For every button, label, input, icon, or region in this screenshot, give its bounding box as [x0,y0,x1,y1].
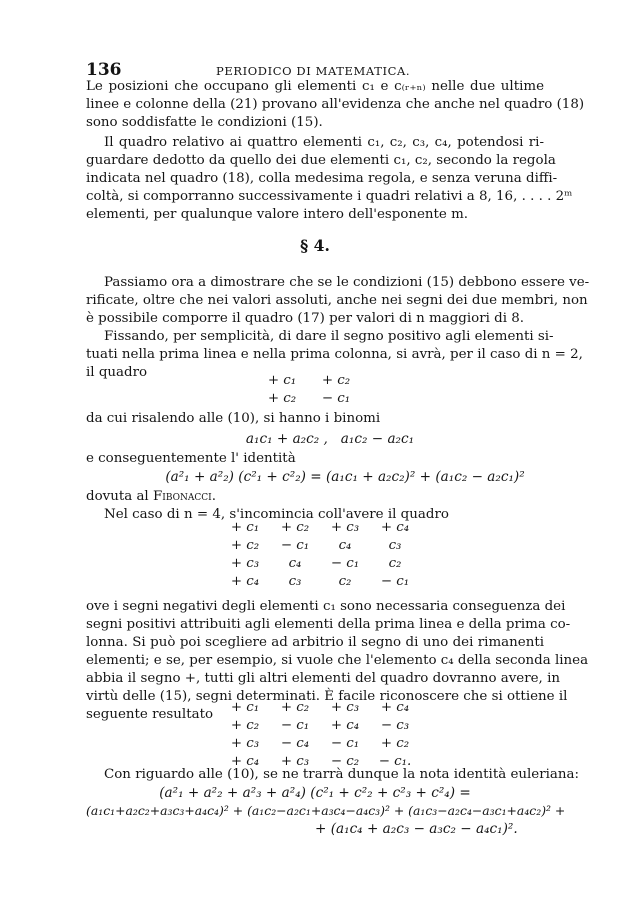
matrix-cell: + c₃ [230,736,260,751]
text-line: guardare dedotto da quello dei due elementi c₁, c₂, secondo la regola [86,153,556,168]
matrix-cell: − c₁ [321,391,351,406]
matrix-cell: + c₂ [321,373,351,388]
matrix-cell: + c₂ [280,700,310,715]
matrix-cell: c₃ [288,574,302,589]
matrix-cell: c₃ [388,538,402,553]
text-line: indicata nel quadro (18), colla medesima regola, e senza veruna diffi- [86,171,558,186]
text-line: Nel caso di n = 4, s'incomincia coll'avere il quadro [104,507,449,522]
matrix-cell: + c₃ [330,520,360,535]
text-line: Le posizioni che occupano gli elementi c₁ e c₍ᵣ₊ₙ₎ nelle due ultime [86,79,544,94]
matrix-cell: c₂ [338,574,352,589]
matrix-cell: − c₁ [280,718,310,733]
matrix-cell: + c₁ [230,700,260,715]
matrix-n4-a [220,520,420,596]
matrix-cell: − c₁ [280,538,310,553]
text-line: coltà, si comporranno successivamente i quadri relativi a 8, 16, . . . . 2ᵐ [86,189,573,204]
matrix-cell: c₄ [338,538,352,553]
matrix-cell: + c₄ [330,718,360,733]
text-line: è possibile comporre il quadro (17) per valori di n maggiori di 8. [86,311,525,326]
matrix-n4-b [220,700,420,776]
matrix-n2 [255,373,375,413]
matrix-cell: + c₄ [230,574,260,589]
euler-identity-line1: (a²₁ + a²₂ + a²₃ + a²₄) (c²₁ + c²₂ + c²₃ + c²₄) = [159,785,471,801]
text-line [86,488,216,506]
matrix-cell: + c₁ [267,373,297,388]
text-line: abbia il segno +, tutti gli altri elementi del quadro dovranno avere, in [86,671,560,686]
matrix-cell: c₄ [288,556,302,571]
matrix-cell: − c₄ [280,736,310,751]
matrix-cell: − c₁ [330,556,360,571]
text-line: elementi; e se, per esempio, si vuole che l'elemento c₄ della seconda linea [86,653,589,668]
matrix-row [255,391,375,409]
text-line: il quadro [86,365,148,380]
text-line: rificate, oltre che nei valori assoluti, anche nei segni dei due membri, non [86,293,588,308]
text-line: seguente resultato [86,707,214,722]
matrix-row [220,718,420,736]
text-line: e conseguentemente l' identità [86,451,296,466]
matrix-cell: + c₄ [380,700,410,715]
matrix-cell: + c₂ [230,538,260,553]
text-line: elementi, per qualunque valore intero dell'esponente m. [86,207,469,222]
matrix-row [220,700,420,718]
binomials-formula: a₁c₁ + a₂c₂ , a₁c₂ − a₂c₁ [245,431,415,447]
matrix-cell: + c₃ [230,556,260,571]
text-line: lonna. Si può poi scegliere ad arbitrio il segno di uno dei rimanenti [86,635,544,650]
matrix-row [220,538,420,556]
text-line: Il quadro relativo ai quattro elementi c₁, c₂, c₃, c₄, potendosi ri- [104,135,544,150]
running-header: PERIODICO DI MATEMATICA. [216,64,411,78]
text-line: tuati nella prima linea e nella prima colonna, si avrà, per il caso di n = 2, [86,347,583,362]
matrix-cell: − c₁ [380,574,410,589]
matrix-cell: + c₃ [280,754,310,769]
text-line: Fissando, per semplicità, di dare il segno positivo agli elementi si- [104,329,554,344]
matrix-row [220,520,420,538]
matrix-cell: − c₃ [380,718,410,733]
author-name: Fibonacci. [152,489,216,504]
text-line: virtù delle (15), segni determinati. È facile riconoscere che si ottiene il [86,689,568,704]
matrix-row [220,574,420,592]
text-line: sono soddisfatte le condizioni (15). [86,115,323,130]
matrix-row [220,736,420,754]
matrix-row [255,373,375,391]
matrix-cell: + c₂ [230,718,260,733]
matrix-cell: − c₁. [378,754,412,769]
text-fragment: dovuta al [86,489,149,504]
matrix-cell: + c₃ [330,700,360,715]
matrix-cell: + c₂ [280,520,310,535]
page-number: 136 [86,60,122,80]
text-line: da cui risalendo alle (10), si hanno i binomi [86,411,381,426]
matrix-cell: c₂ [388,556,402,571]
matrix-cell: + c₂ [380,736,410,751]
text-line: ove i segni negativi degli elementi c₁ sono necessaria conseguenza dei [86,599,566,614]
section-heading: § 4. [300,236,330,255]
text-line: Con riguardo alle (10), se ne trarrà dunque la nota identità euleriana: [104,767,579,782]
matrix-row [220,556,420,574]
text-line: Passiamo ora a dimostrare che se le condizioni (15) debbono essere ve- [104,275,590,290]
text-line: linee e colonne della (21) provano all'evidenza che anche nel quadro (18) [86,97,585,112]
fibonacci-identity: (a²₁ + a²₂) (c²₁ + c²₂) = (a₁c₁ + a₂c₂)² + (a₁c₂ − a₂c₁)² [165,469,525,485]
text-line: segni positivi attribuiti agli elementi della prima linea e della prima co- [86,617,571,632]
matrix-cell: + c₂ [267,391,297,406]
matrix-cell: + c₄ [230,754,260,769]
matrix-cell: − c₂ [330,754,360,769]
matrix-cell: + c₁ [230,520,260,535]
euler-identity-line3: + (a₁c₄ + a₂c₃ − a₃c₂ − a₄c₁)². [315,821,518,837]
matrix-cell: − c₁ [330,736,360,751]
euler-identity-line2: (a₁c₁+a₂c₂+a₃c₃+a₄c₄)² + (a₁c₂−a₂c₁+a₃c₄−a₄c₃)² + (a₁c₃−a₂c₄−a₃c₁+a₄c₂)² + [86,803,566,818]
matrix-cell: + c₄ [380,520,410,535]
